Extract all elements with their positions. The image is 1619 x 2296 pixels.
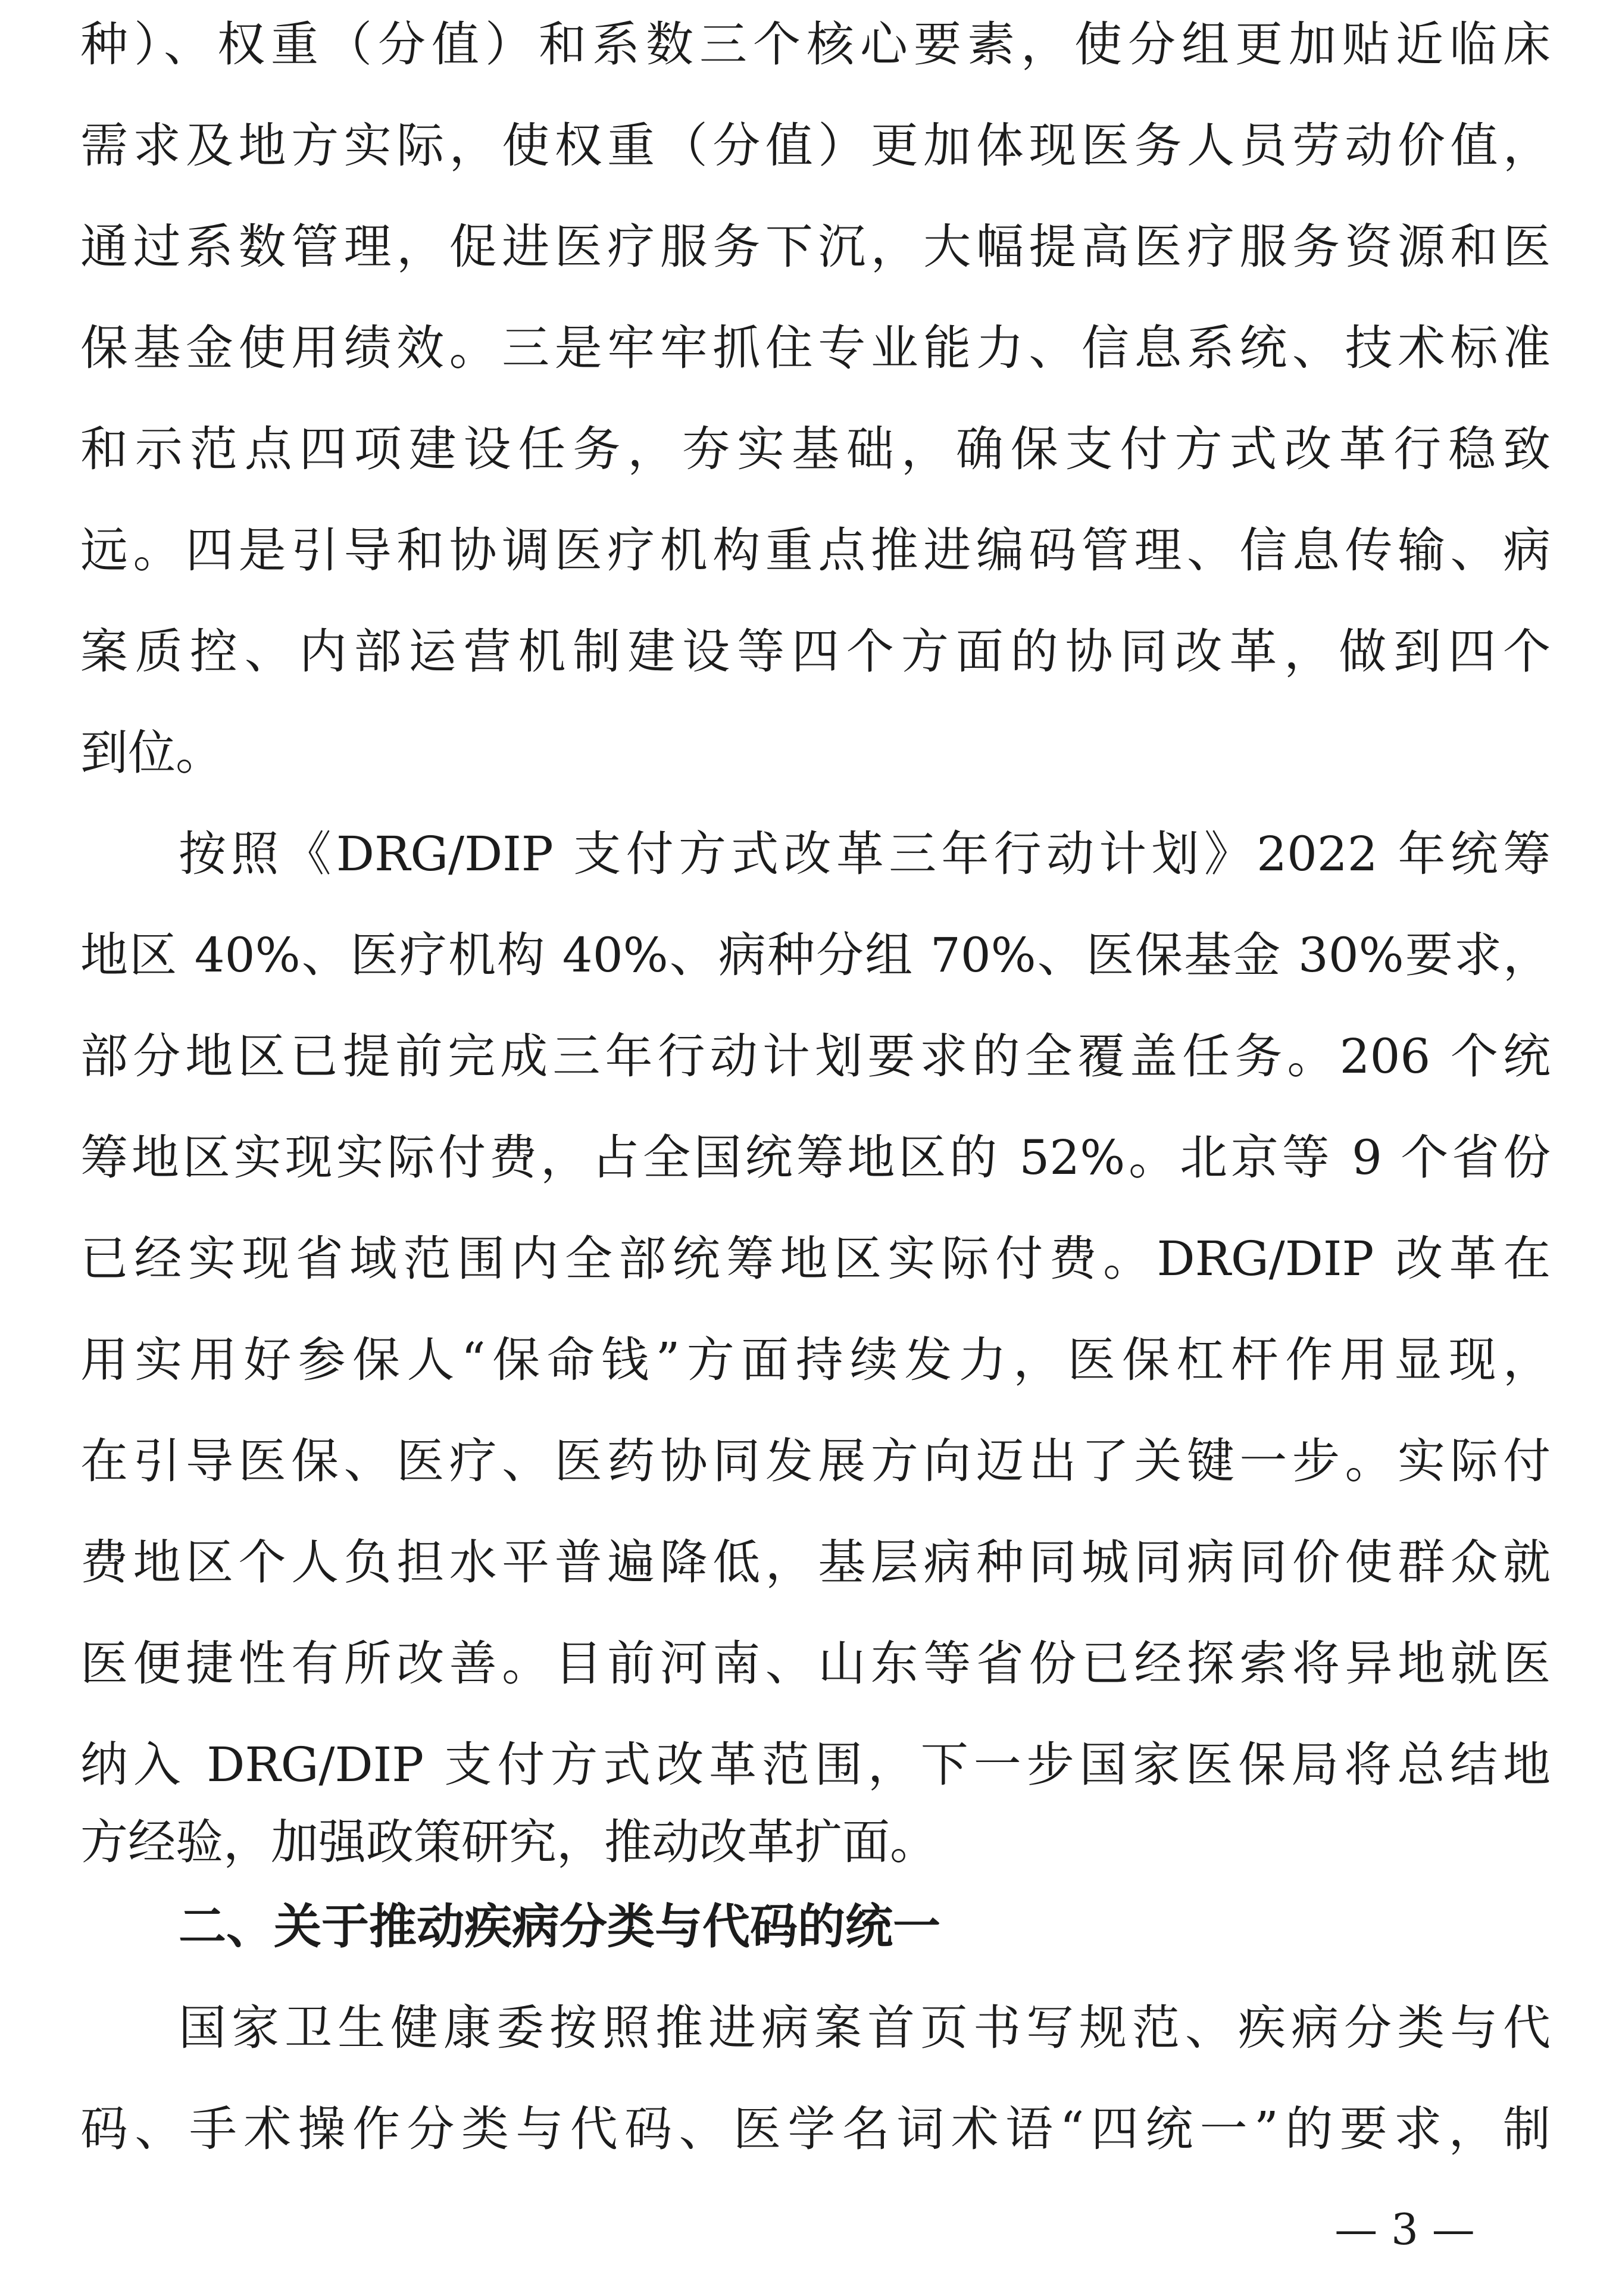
text-line: 保基金使用绩效。三是牢牢抓住专业能力、信息系统、技术标准: [80, 320, 1551, 376]
text-line: 方经验，加强政策研究，推动改革扩面。: [80, 1814, 937, 1870]
text-line: 和示范点四项建设任务，夯实基础，确保支付方式改革行稳致: [80, 421, 1551, 477]
page-number: — 3 —: [1334, 2204, 1475, 2254]
text-line: 码、手术操作分类与代码、医学名词术语“四统一”的要求，制: [80, 2101, 1551, 2157]
text-line: 用实用好参保人“保命钱”方面持续发力，医保杠杆作用显现，: [80, 1332, 1551, 1388]
text-line: 已经实现省域范围内全部统筹地区实际付费。DRG/DIP 改革在: [80, 1231, 1551, 1286]
text-line: 在引导医保、医疗、医药协同发展方向迈出了关键一步。实际付: [80, 1433, 1551, 1489]
text-line: 到位。: [80, 725, 223, 780]
text-line: 筹地区实现实际付费，占全国统筹地区的 52%。北京等 9 个省份: [80, 1130, 1551, 1185]
text-line: 通过系数管理，促进医疗服务下沉，大幅提高医疗服务资源和医: [80, 219, 1551, 274]
text-line: 案质控、内部运营机制建设等四个方面的协同改革，做到四个: [80, 624, 1551, 679]
text-line: 国家卫生健康委按照推进病案首页书写规范、疾病分类与代: [179, 2000, 1551, 2056]
section-heading: 二、关于推动疾病分类与代码的统一: [179, 1899, 940, 1954]
text-line: 远。四是引导和协调医疗机构重点推进编码管理、信息传输、病: [80, 523, 1551, 578]
text-line: 种）、权重（分值）和系数三个核心要素，使分组更加贴近临床: [80, 17, 1551, 72]
text-line: 费地区个人负担水平普遍降低，基层病种同城同病同价使群众就: [80, 1535, 1551, 1590]
text-line: 纳入 DRG/DIP 支付方式改革范围，下一步国家医保局将总结地: [80, 1737, 1551, 1792]
text-line: 按照《DRG/DIP 支付方式改革三年行动计划》2022 年统筹: [179, 826, 1551, 882]
text-line: 部分地区已提前完成三年行动计划要求的全覆盖任务。206 个统: [80, 1029, 1551, 1084]
text-line: 需求及地方实际，使权重（分值）更加体现医务人员劳动价值，: [80, 118, 1551, 173]
text-line: 医便捷性有所改善。目前河南、山东等省份已经探索将异地就医: [80, 1636, 1551, 1691]
text-line: 地区 40%、医疗机构 40%、病种分组 70%、医保基金 30%要求，: [80, 927, 1551, 983]
